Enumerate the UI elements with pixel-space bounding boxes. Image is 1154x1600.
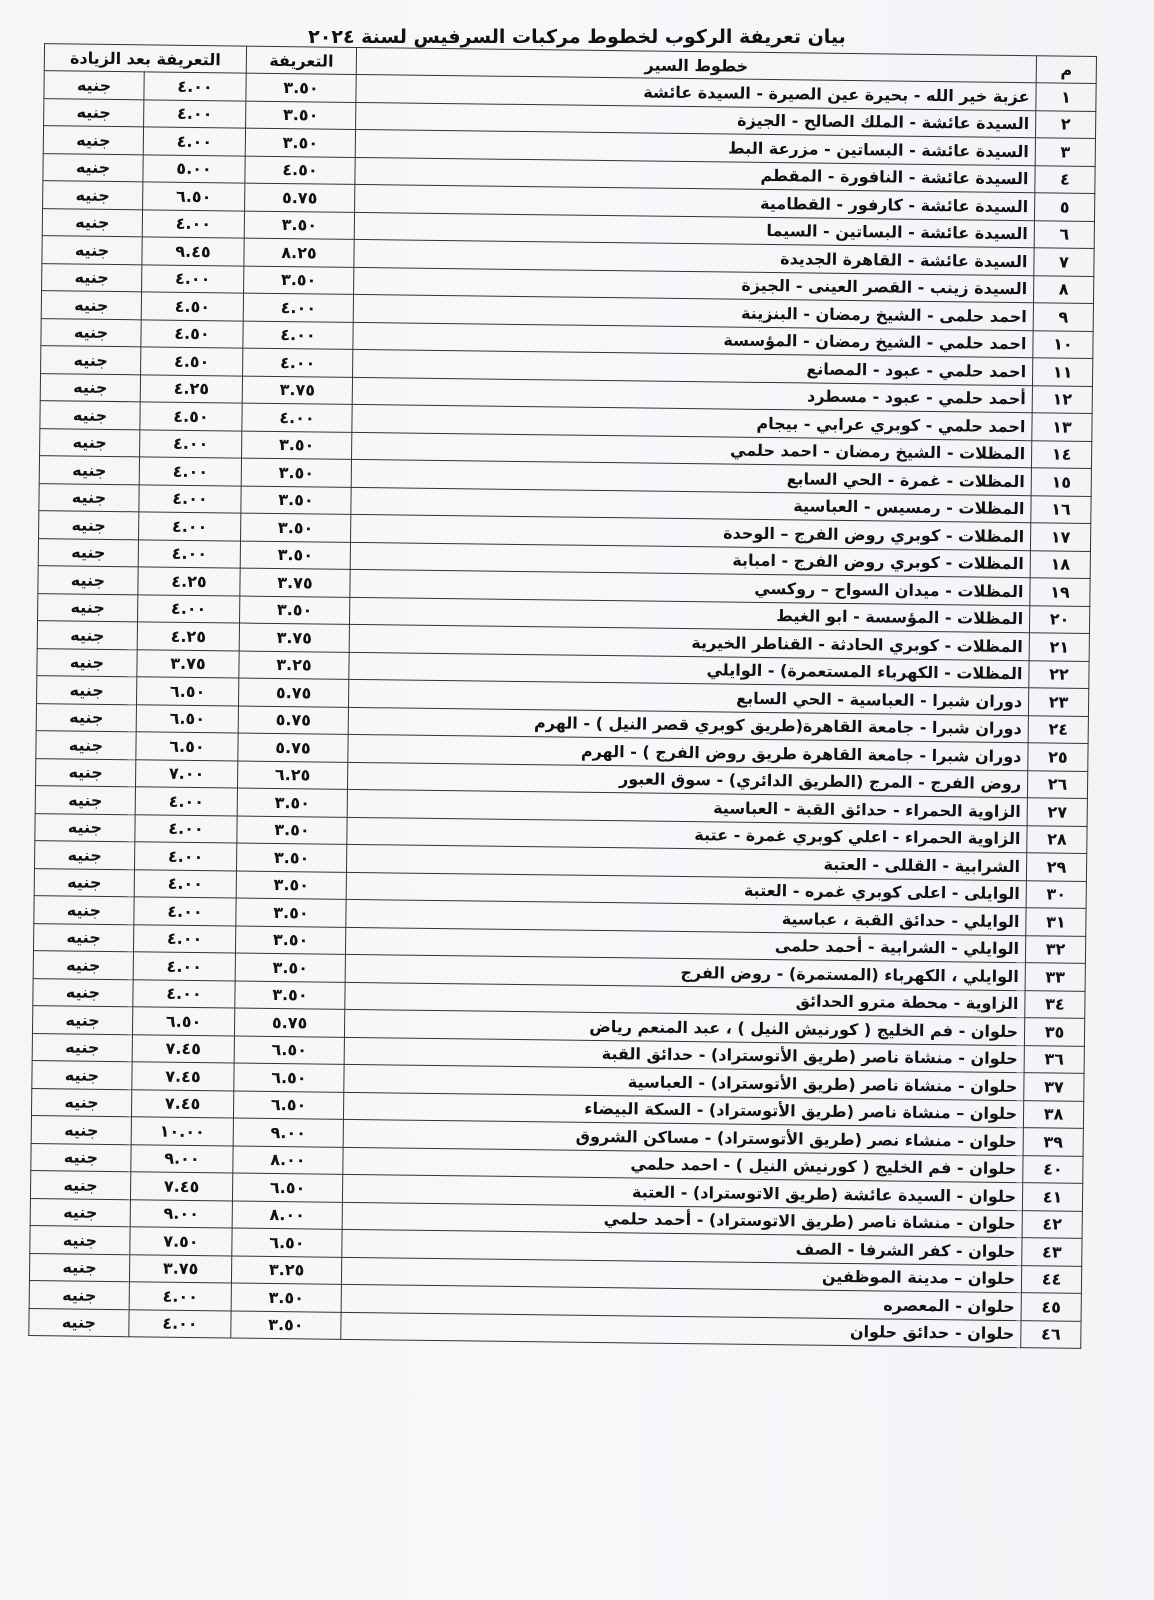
currency-cell: جنيه [31,1088,131,1117]
fare-cell: ٥.٧٥ [239,678,349,707]
row-number: ٦ [1034,220,1094,248]
new-fare-cell: ٤.٠٠ [142,209,244,238]
currency-cell: جنيه [41,346,141,375]
row-number: ٢٤ [1028,715,1088,743]
row-number: ٨ [1033,275,1093,303]
route-cell: حلوان – مدينة الموظفين [341,1257,1021,1293]
row-number: ٢٢ [1029,660,1089,688]
fare-cell: ٦.٥٠ [233,1091,343,1120]
fare-cell: ٨.٢٥ [244,238,354,267]
currency-cell: جنيه [36,758,136,787]
currency-cell: جنيه [30,1198,130,1227]
fare-cell: ٣.٢٥ [231,1256,341,1285]
route-cell: الوايلى - اعلى كوبري غمره - العتبة [346,872,1026,908]
row-number: ٣ [1035,138,1095,166]
new-fare-cell: ٤.٠٠ [138,594,240,623]
fare-table [28,43,1097,1349]
currency-cell: جنيه [39,456,139,485]
row-number: ٣٩ [1023,1128,1083,1156]
row-number: ٩ [1033,303,1093,331]
new-fare-cell: ٤.٠٠ [134,842,236,871]
fare-cell: ٣.٢٥ [239,651,349,680]
row-number: ٢٣ [1028,688,1088,716]
row-number: ١٣ [1032,413,1092,441]
new-fare-cell: ٤.٥٠ [140,402,242,431]
new-fare-cell: ٦.٥٠ [132,1007,234,1036]
row-number: ٣٢ [1025,935,1085,963]
currency-cell: جنيه [43,126,143,155]
fare-cell: ٣.٥٠ [236,871,346,900]
new-fare-cell: ٧.٤٥ [131,1089,233,1118]
fare-cell: ٤.٠٠ [242,403,352,432]
route-cell: دوران شبرا - جامعة القاهرة(طريق كوبري قصر النيل ) - الهرم [348,707,1028,743]
route-cell: الزاوية الحمراء - اعلي كوبري غمرة - عتبة [347,817,1027,853]
new-fare-cell: ٤.٠٠ [138,539,240,568]
new-fare-cell: ٤.٠٠ [133,924,235,953]
new-fare-cell: ٧.٥٠ [130,1227,232,1256]
route-cell: حلوان - منشاة ناصر (طريق الأتوستراد) - العباسية [344,1064,1024,1100]
row-number: ١٦ [1031,495,1091,523]
fare-cell: ٣.٥٠ [241,513,351,542]
fare-cell: ٣.٥٠ [241,486,351,515]
currency-cell: جنيه [31,1143,131,1172]
fare-cell: ٦.٢٥ [237,761,347,790]
new-fare-cell: ٤.٠٠ [139,512,241,541]
new-fare-cell: ٩.٠٠ [131,1144,233,1173]
row-number: ١٤ [1031,440,1091,468]
row-number: ١٩ [1030,578,1090,606]
row-number: ٣٣ [1025,963,1085,991]
currency-cell: جنيه [41,318,141,347]
row-number: ٤٤ [1021,1265,1081,1293]
new-fare-cell: ٦.٥٠ [136,704,238,733]
currency-cell: جنيه [40,373,140,402]
route-cell: الزاوية الحمراء - حدائق القبة - العباسية [347,789,1027,825]
row-number: ٣٧ [1024,1073,1084,1101]
fare-cell: ٣.٥٠ [235,981,345,1010]
currency-cell: جنيه [36,731,136,760]
new-fare-cell: ٧.٤٥ [132,1034,234,1063]
currency-cell: جنيه [32,1006,132,1035]
fare-cell: ٣.٥٠ [237,816,347,845]
route-cell: حلوان - كفر الشرفا - الصف [342,1229,1022,1265]
route-cell: المظلات - كوبري الحادثة - القناطر الخيرية [349,624,1029,660]
route-cell: المظلات - كوبري روض الفرج - امبابة [350,542,1030,578]
route-cell: حلوان - فم الخليج ( كورنيش النيل ) - احمد حلمي [343,1147,1023,1183]
new-fare-cell: ٧.٤٥ [132,1062,234,1091]
new-fare-cell: ٤.٥٠ [141,292,243,321]
route-cell: حلوان - منشاء نصر (طريق الأتوستراد) - مساكن الشروق [343,1119,1023,1155]
fare-cell: ٦.٥٠ [232,1173,342,1202]
route-cell: احمد حلمى - الشيخ رمضان - البنزينة [353,294,1033,330]
currency-cell: جنيه [30,1171,130,1200]
row-number: ٣٨ [1023,1100,1083,1128]
new-fare-cell: ٤.٠٠ [142,264,244,293]
fare-cell: ٥.٧٥ [238,706,348,735]
row-number: ٢ [1035,110,1095,138]
new-fare-cell: ٩.٠٠ [130,1199,232,1228]
new-fare-cell: ٣.٧٥ [129,1254,231,1283]
route-cell: حلوان – منشاة ناصر (طريق الأتوستراد) - السكة البيضاء [343,1092,1023,1128]
fare-cell: ٣.٥٠ [244,211,354,240]
currency-cell: جنيه [33,978,133,1007]
route-cell: المظلات - الكهرباء المستعمرة) - الوايلي [349,652,1029,688]
fare-cell: ٦.٥٠ [234,1036,344,1065]
currency-cell: جنيه [43,153,143,182]
fare-cell: ٥.٧٥ [238,733,348,762]
route-cell: روض الفرج - المرج (الطريق الدائري) - سوق العبور [347,762,1027,798]
row-number: ١٧ [1030,523,1090,551]
fare-cell: ٣.٥٠ [245,128,355,157]
new-fare-cell: ٥.٠٠ [143,154,245,183]
row-number: ٢٠ [1029,605,1089,633]
currency-cell: جنيه [37,648,137,677]
currency-cell: جنيه [37,676,137,705]
header-fare: التعريفة [246,46,356,74]
route-cell: احمد حلمي - الشيخ رمضان - المؤسسة [353,322,1033,358]
fare-cell: ٥.٧٥ [234,1008,344,1037]
currency-cell: جنيه [37,621,137,650]
new-fare-cell: ٣.٧٥ [137,649,239,678]
row-number: ١١ [1032,358,1092,386]
row-number: ٢٨ [1027,825,1087,853]
row-number: ٧ [1034,248,1094,276]
row-number: ١٠ [1033,330,1093,358]
new-fare-cell: ٤.٥٠ [141,319,243,348]
fare-cell: ٨.٠٠ [232,1201,342,1230]
route-cell: الوايلي - حدائق القبة ، عباسية [346,899,1026,935]
route-cell: أحمد حلمي - عبود - مسطرد [352,377,1032,413]
route-cell: السيدة زينب - القصر العينى - الجيزة [354,267,1034,303]
currency-cell: جنيه [35,813,135,842]
row-number: ٤ [1035,165,1095,193]
fare-cell: ٣.٥٠ [242,431,352,460]
currency-cell: جنيه [42,263,142,292]
currency-cell: جنيه [38,538,138,567]
currency-cell: جنيه [29,1308,129,1337]
fare-cell: ٣.٥٠ [244,266,354,295]
route-cell: الشرابية - القللى - العتبة [346,844,1026,880]
fare-cell: ٣.٧٥ [239,623,349,652]
row-number: ٢٥ [1028,743,1088,771]
new-fare-cell: ٤.٢٥ [140,374,242,403]
new-fare-cell: ٦.٥٠ [136,732,238,761]
new-fare-cell: ٤.٠٠ [143,127,245,156]
currency-cell: جنيه [32,1033,132,1062]
route-cell: الوايلي - الشرابية - أحمد حلمى [345,927,1025,963]
currency-cell: جنيه [39,483,139,512]
new-fare-cell: ٧.٠٠ [135,759,237,788]
currency-cell: جنيه [38,593,138,622]
currency-cell: جنيه [43,181,143,210]
fare-cell: ٣.٧٥ [240,568,350,597]
fare-cell: ٣.٥٠ [246,101,356,130]
route-cell: المظلات - رمسيس - العباسية [351,487,1031,523]
new-fare-cell: ٤.٠٠ [129,1282,231,1311]
header-route: خطوط السير [356,47,1036,82]
row-number: ١٨ [1030,550,1090,578]
row-number: ٢٦ [1027,770,1087,798]
new-fare-cell: ٤.٠٠ [133,952,235,981]
fare-cell: ٣.٥٠ [236,843,346,872]
fare-cell: ٨.٠٠ [233,1146,343,1175]
currency-cell: جنيه [40,401,140,430]
fare-cell: ٦.٥٠ [234,1063,344,1092]
row-number: ٣١ [1026,908,1086,936]
fare-cell: ٣.٥٠ [231,1283,341,1312]
new-fare-cell: ٤.٠٠ [140,429,242,458]
currency-cell: جنيه [42,208,142,237]
new-fare-cell: ٤.٠٠ [135,814,237,843]
new-fare-cell: ٤.٠٠ [144,99,246,128]
route-cell: حلوان - منشاة ناصر (طريق الاتوستراد) - أحمد حلمي [342,1202,1022,1238]
row-number: ٣٥ [1024,1018,1084,1046]
route-cell: المظلات - غمرة - الحي السابع [351,459,1031,495]
currency-cell: جنيه [39,511,139,540]
currency-cell: جنيه [35,786,135,815]
row-number: ٤٢ [1022,1210,1082,1238]
currency-cell: جنيه [34,868,134,897]
row-number: ٣٦ [1024,1045,1084,1073]
route-cell: الزاوية - محطة مترو الحدائق [345,982,1025,1018]
route-cell: السيدة عائشة - البساتين - السيما [354,212,1034,248]
row-number: ٥ [1034,193,1094,221]
fare-cell: ٤.٠٠ [243,293,353,322]
row-number: ٤٥ [1021,1293,1081,1321]
route-cell: المظلات - كوبري روض الفرج – الوحدة [351,514,1031,550]
new-fare-cell: ٦.٥٠ [137,677,239,706]
row-number: ٣٠ [1026,880,1086,908]
new-fare-cell: ٤.٠٠ [134,869,236,898]
row-number: ٢٩ [1026,853,1086,881]
row-number: ١٥ [1031,468,1091,496]
currency-cell: جنيه [32,1061,132,1090]
route-cell: المظلات - ميدان السواح – روكسي [350,569,1030,605]
currency-cell: جنيه [41,291,141,320]
new-fare-cell: ٤.٠٠ [139,457,241,486]
row-number: ٢١ [1029,633,1089,661]
currency-cell: جنيه [44,71,144,100]
currency-cell: جنيه [33,951,133,980]
row-number: ١ [1036,83,1096,111]
new-fare-cell: ٦.٥٠ [143,182,245,211]
fare-cell: ٥.٧٥ [245,183,355,212]
route-cell: المظلات - المؤسسة - ابو الغيط [349,597,1029,633]
row-number: ٤٠ [1023,1155,1083,1183]
route-cell: المظلات - الشيخ رمضان - احمد حلمي [352,432,1032,468]
route-cell: دوران شبرا - العباسية - الحي السابع [348,679,1028,715]
new-fare-cell: ٤.٠٠ [139,484,241,513]
route-cell: حلوان - السيدة عائشة (طريق الاتوستراد) - العتبة [342,1174,1022,1210]
currency-cell: جنيه [36,703,136,732]
currency-cell: جنيه [44,98,144,127]
currency-cell: جنيه [42,236,142,265]
currency-cell: جنيه [33,923,133,952]
new-fare-cell: ٩.٤٥ [142,237,244,266]
header-num: م [1036,56,1096,84]
fare-cell: ٦.٥٠ [232,1228,342,1257]
fare-cell: ٩.٠٠ [233,1118,343,1147]
fare-cell: ٣.٥٠ [246,73,356,102]
document-title: بيان تعريفة الركوب لخطوط مركبات السرفيس لسنة ٢٠٢٤ [308,26,846,48]
currency-cell: جنيه [38,566,138,595]
route-cell: حلوان - المعصره [341,1284,1021,1320]
route-cell: دوران شبرا - جامعة القاهرة طريق روض الفرج ) - الهرم [348,734,1028,770]
route-cell: حلوان - منشاة ناصر (طريق الأتوستراد) - حدائق القبة [344,1037,1024,1073]
fare-cell: ٤.٠٠ [243,321,353,350]
table-body [29,71,1096,1349]
new-fare-cell: ٧.٤٥ [130,1172,232,1201]
new-fare-cell: ١٠.٠٠ [131,1117,233,1146]
new-fare-cell: ٤.٠٠ [135,787,237,816]
fare-cell: ٣.٥٠ [235,926,345,955]
route-cell: حلوان - حدائق حلوان [341,1312,1021,1348]
route-cell: السيدة عائشة - كارفور - القطامية [355,184,1035,220]
fare-cell: ٣.٧٥ [242,376,352,405]
header-new-fare: التعريفة بعد الزيادة [44,44,246,73]
row-number: ٢٧ [1027,798,1087,826]
route-cell: السيدة عائشة - البساتين - مزرعة البط [355,129,1035,165]
row-number: ٤١ [1022,1183,1082,1211]
new-fare-cell: ٤.٥٠ [141,347,243,376]
fare-cell: ٤.٠٠ [243,348,353,377]
currency-cell: جنيه [31,1116,131,1145]
row-number: ٤٣ [1022,1238,1082,1266]
new-fare-cell: ٤.٠٠ [134,897,236,926]
currency-cell: جنيه [30,1226,130,1255]
route-cell: السيدة عائشة - الملك الصالح - الجيزة [356,102,1036,138]
row-number: ٤٦ [1021,1320,1081,1348]
fare-cell: ٣.٥٠ [235,953,345,982]
route-cell: حلوان - فم الخليج ( كورنيش النيل ) ، عبد المنعم رياض [344,1009,1024,1045]
fare-cell: ٣.٥٠ [240,596,350,625]
route-cell: عزبة خير الله - بحيرة عين الصيرة - السيدة عائشة [356,74,1036,110]
currency-cell: جنيه [29,1281,129,1310]
route-cell: السيدة عائشة - القاهرة الجديدة [354,239,1034,275]
route-cell: احمد حلمي - كوبري عرابي - بيجام [352,404,1032,440]
new-fare-cell: ٤.٠٠ [133,979,235,1008]
new-fare-cell: ٤.٢٥ [138,567,240,596]
currency-cell: جنيه [34,841,134,870]
currency-cell: جنيه [34,896,134,925]
fare-cell: ٣.٥٠ [237,788,347,817]
new-fare-cell: ٤.٠٠ [129,1309,231,1338]
route-cell: الوايلي ، الكهرباء (المستمرة) - روض الفرج [345,954,1025,990]
fare-cell: ٤.٥٠ [245,156,355,185]
route-cell: احمد حلمي - عبود - المصانع [353,349,1033,385]
new-fare-cell: ٤.٢٥ [137,622,239,651]
currency-cell: جنيه [29,1253,129,1282]
fare-cell: ٣.٥٠ [236,898,346,927]
row-number: ١٢ [1032,385,1092,413]
fare-cell: ٣.٥٠ [231,1311,341,1340]
new-fare-cell: ٤.٠٠ [144,72,246,101]
currency-cell: جنيه [40,428,140,457]
fare-cell: ٣.٥٠ [241,458,351,487]
route-cell: السيدة عائشة - النافورة - المقطم [355,157,1035,193]
row-number: ٣٤ [1025,990,1085,1018]
fare-cell: ٣.٥٠ [240,541,350,570]
